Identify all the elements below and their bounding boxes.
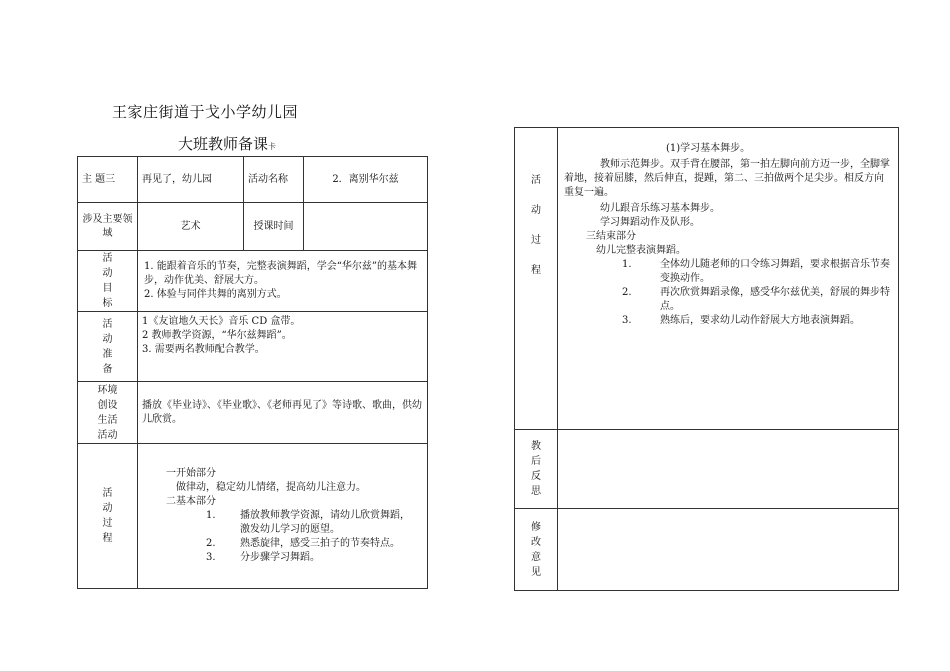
reflect-content	[558, 430, 899, 509]
process-label-text: 活动过程	[102, 488, 113, 544]
revise-content	[558, 509, 899, 591]
part1-text: 做律动，稳定幼儿情绪，提高幼儿注意力。	[176, 482, 366, 493]
step-number: 2.	[206, 538, 216, 549]
topic-label: 主 题三	[78, 157, 138, 203]
step-text: 熟悉旋律，感受三拍子的节奏特点。	[240, 538, 400, 549]
reflect-row	[515, 430, 899, 509]
time-label: 授课时间	[244, 203, 304, 251]
prep-item: 1《友谊地久天长》音乐 CD 盒带。	[142, 316, 301, 327]
step-text: 播放教师教学资源，请幼儿欣赏舞蹈，激发幼儿学习的愿望。	[240, 510, 410, 535]
env-text: 播放《毕业诗》、《毕业歌》、《老师再见了》等诗歌、歌曲，供幼儿欣赏。	[138, 382, 428, 444]
school-name: 王家庄街道于戈小学幼儿园	[112, 103, 299, 121]
step-text: 熟练后，要求幼儿动作舒展大方地表演舞蹈。	[660, 315, 860, 326]
page-title	[178, 133, 276, 154]
process-label	[78, 444, 138, 589]
part2-step	[166, 551, 423, 565]
topic-row	[78, 157, 428, 203]
right-process-label	[515, 128, 558, 430]
part1-heading: 一开始部分	[166, 468, 216, 479]
part3-text: 幼儿完整表演舞蹈。	[596, 245, 686, 256]
time-value	[304, 203, 428, 251]
revise-label-text: 修改意见	[531, 521, 541, 578]
activity-value: 2．离别华尔兹	[304, 157, 428, 203]
prep-item: 3. 需要两名教师配合教学。	[142, 344, 265, 355]
topic-value: 再见了，幼儿园	[138, 157, 244, 203]
goal-label-text: 活动目标	[102, 253, 113, 309]
part3-step	[564, 258, 892, 286]
goal-list	[138, 251, 428, 312]
field-label: 涉及主要领域	[78, 203, 138, 251]
prep-label	[78, 312, 138, 382]
revise-label	[515, 509, 558, 591]
step-number: 3.	[622, 315, 632, 326]
step-number: 3.	[206, 552, 216, 563]
part2-step	[166, 509, 423, 537]
part3-heading: 三结束部分	[586, 231, 636, 242]
demo-text: 教师示范舞步。双手背在腰部，第一拍左脚向前方迈一步，全脚掌着地，接着屈膝，然后伸直，提踵，第二、三拍做两个足尖步。相反方向重复一遍。	[564, 159, 890, 198]
goal-item: 1. 能跟着音乐的节奏，完整表演舞蹈，学会“华尔兹”的基本舞步，动作优美、舒展大方。	[144, 261, 417, 286]
process-content	[138, 444, 428, 589]
part3-step	[564, 314, 892, 328]
env-label	[78, 382, 138, 444]
part3-step	[564, 286, 892, 314]
practice-line: 幼儿跟音乐练习基本舞步。	[600, 203, 720, 214]
revise-row	[515, 509, 899, 591]
goal-row	[78, 251, 428, 312]
reflect-label	[515, 430, 558, 509]
step-text: 再次欣赏舞蹈录像，感受华尔兹优美，舒展的舞步特点。	[660, 287, 890, 312]
lesson-plan-table-left	[77, 156, 428, 589]
step-number: 2.	[622, 287, 632, 298]
field-row	[78, 203, 428, 251]
goal-item: 2. 体验与同伴共舞的离别方式。	[144, 289, 287, 300]
step-text: 分步骤学习舞蹈。	[240, 552, 320, 563]
activity-label: 活动名称	[244, 157, 304, 203]
process-row	[78, 444, 428, 589]
part2-heading: 二基本部分	[166, 496, 216, 507]
part2-step	[166, 537, 423, 551]
right-process-row	[515, 128, 899, 430]
field-value: 艺术	[138, 203, 244, 251]
step-number: 1.	[206, 510, 216, 521]
prep-row	[78, 312, 428, 382]
step-number: 1.	[622, 259, 632, 270]
step-text: 全体幼儿随老师的口令练习舞蹈，要求根据音乐节奏变换动作。	[660, 259, 890, 284]
sub-heading: (1)学习基本舞步。	[666, 143, 751, 154]
env-label-text: 环境创设生活活动	[97, 384, 118, 441]
prep-item: 2 教师教学资源，“华尔兹舞蹈”。	[142, 330, 292, 341]
lesson-plan-table-right	[514, 127, 899, 591]
prep-label-text: 活动准备	[102, 318, 113, 375]
title-suffix: 卡	[268, 142, 277, 151]
formation-line: 学习舞蹈动作及队形。	[600, 217, 700, 228]
title-text: 大班教师备课	[178, 135, 269, 153]
prep-list	[138, 312, 428, 382]
env-row	[78, 382, 428, 444]
right-process-label-text: 活动过程	[531, 175, 541, 276]
reflect-label-text: 教后反思	[531, 441, 541, 497]
goal-label	[78, 251, 138, 312]
right-process-content	[558, 128, 899, 430]
